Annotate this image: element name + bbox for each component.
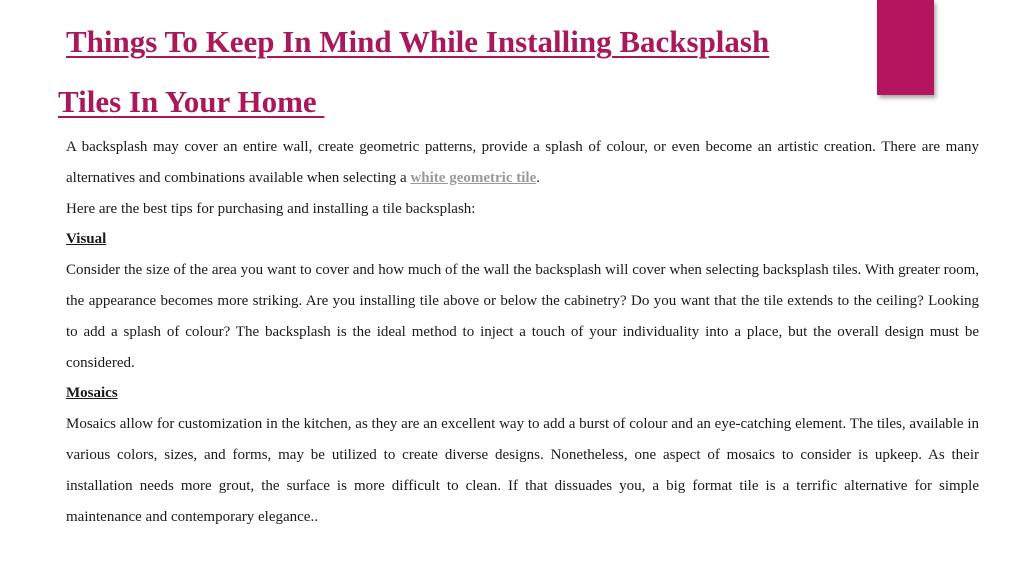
page-title-line-2: Tiles In Your Home xyxy=(58,84,325,119)
section-heading-mosaics: Mosaics xyxy=(66,385,118,402)
section-body-visual: Consider the size of the area you want to cover and how much of the wall the backsplash will cover when selecting backsplash tiles. With greater room, the appearance becomes more striking. Are you installing tile above or below the cabinetry? Do you want that the tile extends to the ceiling? Looking to add a splash of colour? The backsplash is the ideal method to inject a touch of your individuality into a place, but the overall design must be considered. xyxy=(66,262,979,371)
article-body xyxy=(66,132,979,532)
accent-bar xyxy=(877,0,934,95)
tips-intro-paragraph: Here are the best tips for purchasing and installing a tile backsplash: xyxy=(66,200,476,217)
page-title-line-1: Things To Keep In Mind While Installing Backsplash xyxy=(66,24,770,59)
section-heading-visual: Visual xyxy=(66,231,107,248)
intro-paragraph xyxy=(66,132,979,194)
intro-text-after-link: . xyxy=(536,169,540,186)
intro-text-before-link: A backsplash may cover an entire wall, create geometric patterns, provide a splash of colour, or even become an artistic creation. There are many alternatives and combinations available when selecting a xyxy=(66,139,979,186)
section-body-mosaics: Mosaics allow for customization in the kitchen, as they are an excellent way to add a burst of colour and an eye-catching element. The tiles, available in various colors, sizes, and forms, may be utilized to create diverse designs. Nonetheless, one aspect of mosaics to consider is upkeep. As their installation needs more grout, the surface is more difficult to clean. If that dissuades you, a big format tile is a terrific alternative for simple maintenance and contemporary elegance.. xyxy=(66,416,979,525)
white-geometric-tile-link[interactable]: white geometric tile xyxy=(410,169,537,186)
